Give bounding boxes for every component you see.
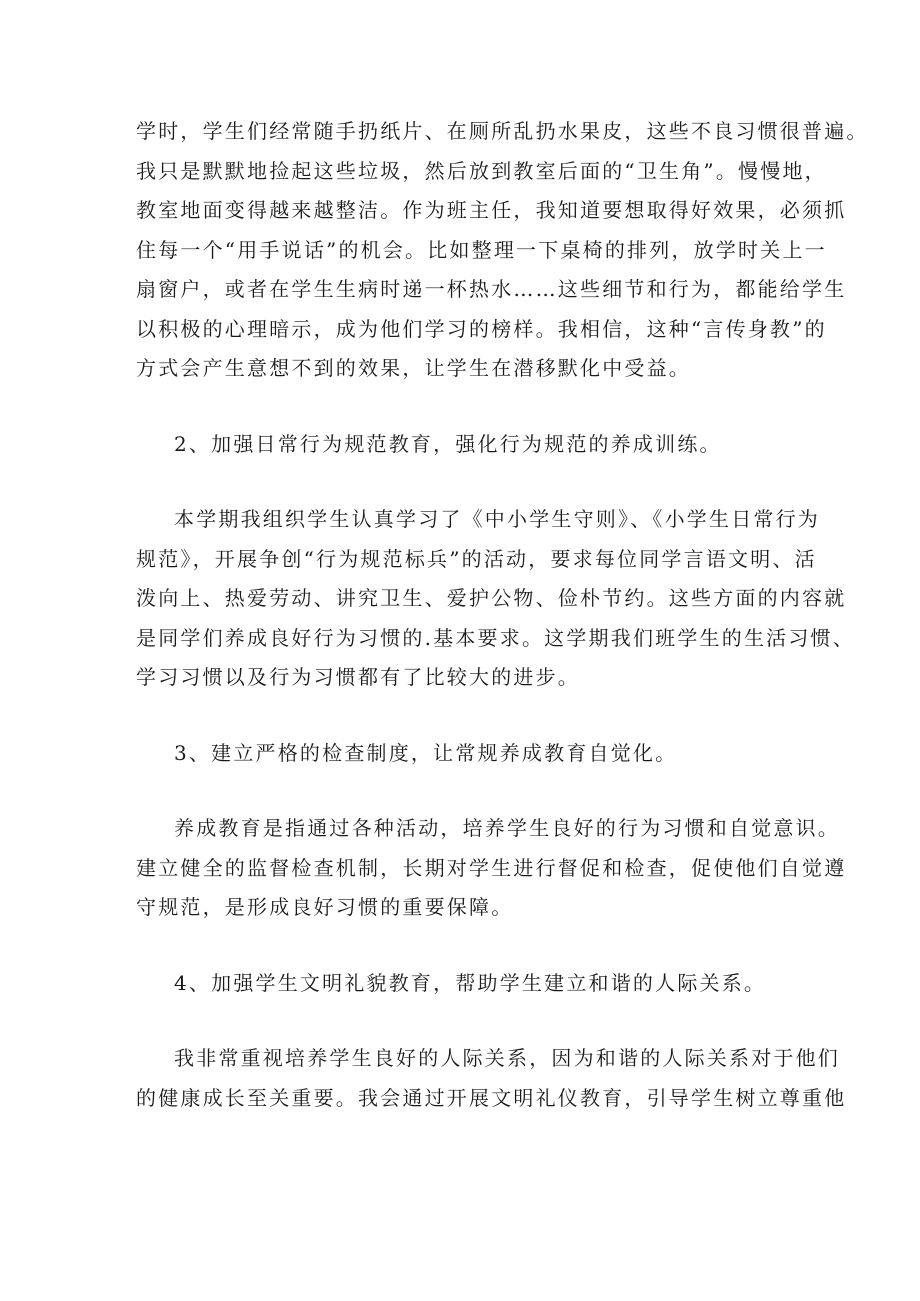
paragraph-spacer [136,928,812,964]
paragraph-line: 是同学们养成良好行为习惯的.基本要求。这学期我们班学生的生活习惯、 [136,625,855,650]
section-heading-line: 3、建立严格的检查制度，让常规养成教育自觉化。 [174,740,678,765]
paragraph-line: 的健康成长至关重要。我会通过开展文明礼仪教育，引导学生树立尊重他 [136,1085,847,1110]
paragraph-spacer [136,464,812,500]
paragraph-1 [136,112,869,389]
paragraph-spacer [136,1003,812,1039]
paragraph-line: 养成教育是指通过各种活动，培养学生良好的行为习惯和自觉意识。 [174,816,840,840]
section-heading-2 [136,425,812,465]
paragraph-4 [136,1039,847,1118]
paragraph-spacer [136,773,812,809]
paragraph-spacer [136,698,812,734]
section-heading-4 [136,964,812,1004]
paragraph-line: 规范》，开展争创“行为规范标兵”的活动，要求每位同学言语文明、活 [136,546,817,571]
paragraph-line: 我非常重视培养学生良好的人际关系，因为和谐的人际关系对于他们 [174,1046,840,1070]
paragraph-line: 学时，学生们经常随手扔纸片、在厕所乱扔水果皮，这些不良习惯很普遍。 [136,119,869,143]
section-heading-3 [136,734,812,774]
paragraph-line: 以积极的心理暗示，成为他们学习的榜样。我相信，这种“言传身教”的 [136,316,827,341]
paragraph-line: 守规范，是形成良好习惯的重要保障。 [136,895,514,919]
paragraph-line: 我只是默默地捡起这些垃圾，然后放到教室后面的“卫生角”。慢慢地， [136,158,827,183]
paragraph-line: 建立健全的监督检查机制，长期对学生进行督促和检查，促使他们自觉遵 [136,855,847,880]
paragraph-spacer [136,389,812,425]
paragraph-line: 学习习惯以及行为习惯都有了比较大的进步。 [136,665,580,689]
paragraph-line: 扇窗户，或者在学生生病时递一杯热水……这些细节和行为，都能给学生 [136,277,847,301]
paragraph-line: 住每一个“用手说话”的机会。比如整理一下桌椅的排列，放学时关上一 [136,237,827,262]
paragraph-2 [136,500,855,698]
paragraph-line: 方式会产生意想不到的效果，让学生在潜移默化中受益。 [136,356,691,380]
paragraph-line: 教室地面变得越来越整洁。作为班主任，我知道要想取得好效果，必须抓 [136,198,847,222]
paragraph-line: 泼向上、热爱劳动、讲究卫生、爱护公物、俭朴节约。这些方面的内容就 [136,586,847,610]
paragraph-3 [136,809,847,928]
section-heading-line: 2、加强日常行为规范教育，强化行为规范的养成训练。 [174,431,722,456]
section-heading-line: 4、加强学生文明礼貌教育，帮助学生建立和谐的人际关系。 [174,970,767,995]
paragraph-line: 本学期我组织学生认真学习了《中小学生守则》、《小学生日常行为 [174,507,820,531]
